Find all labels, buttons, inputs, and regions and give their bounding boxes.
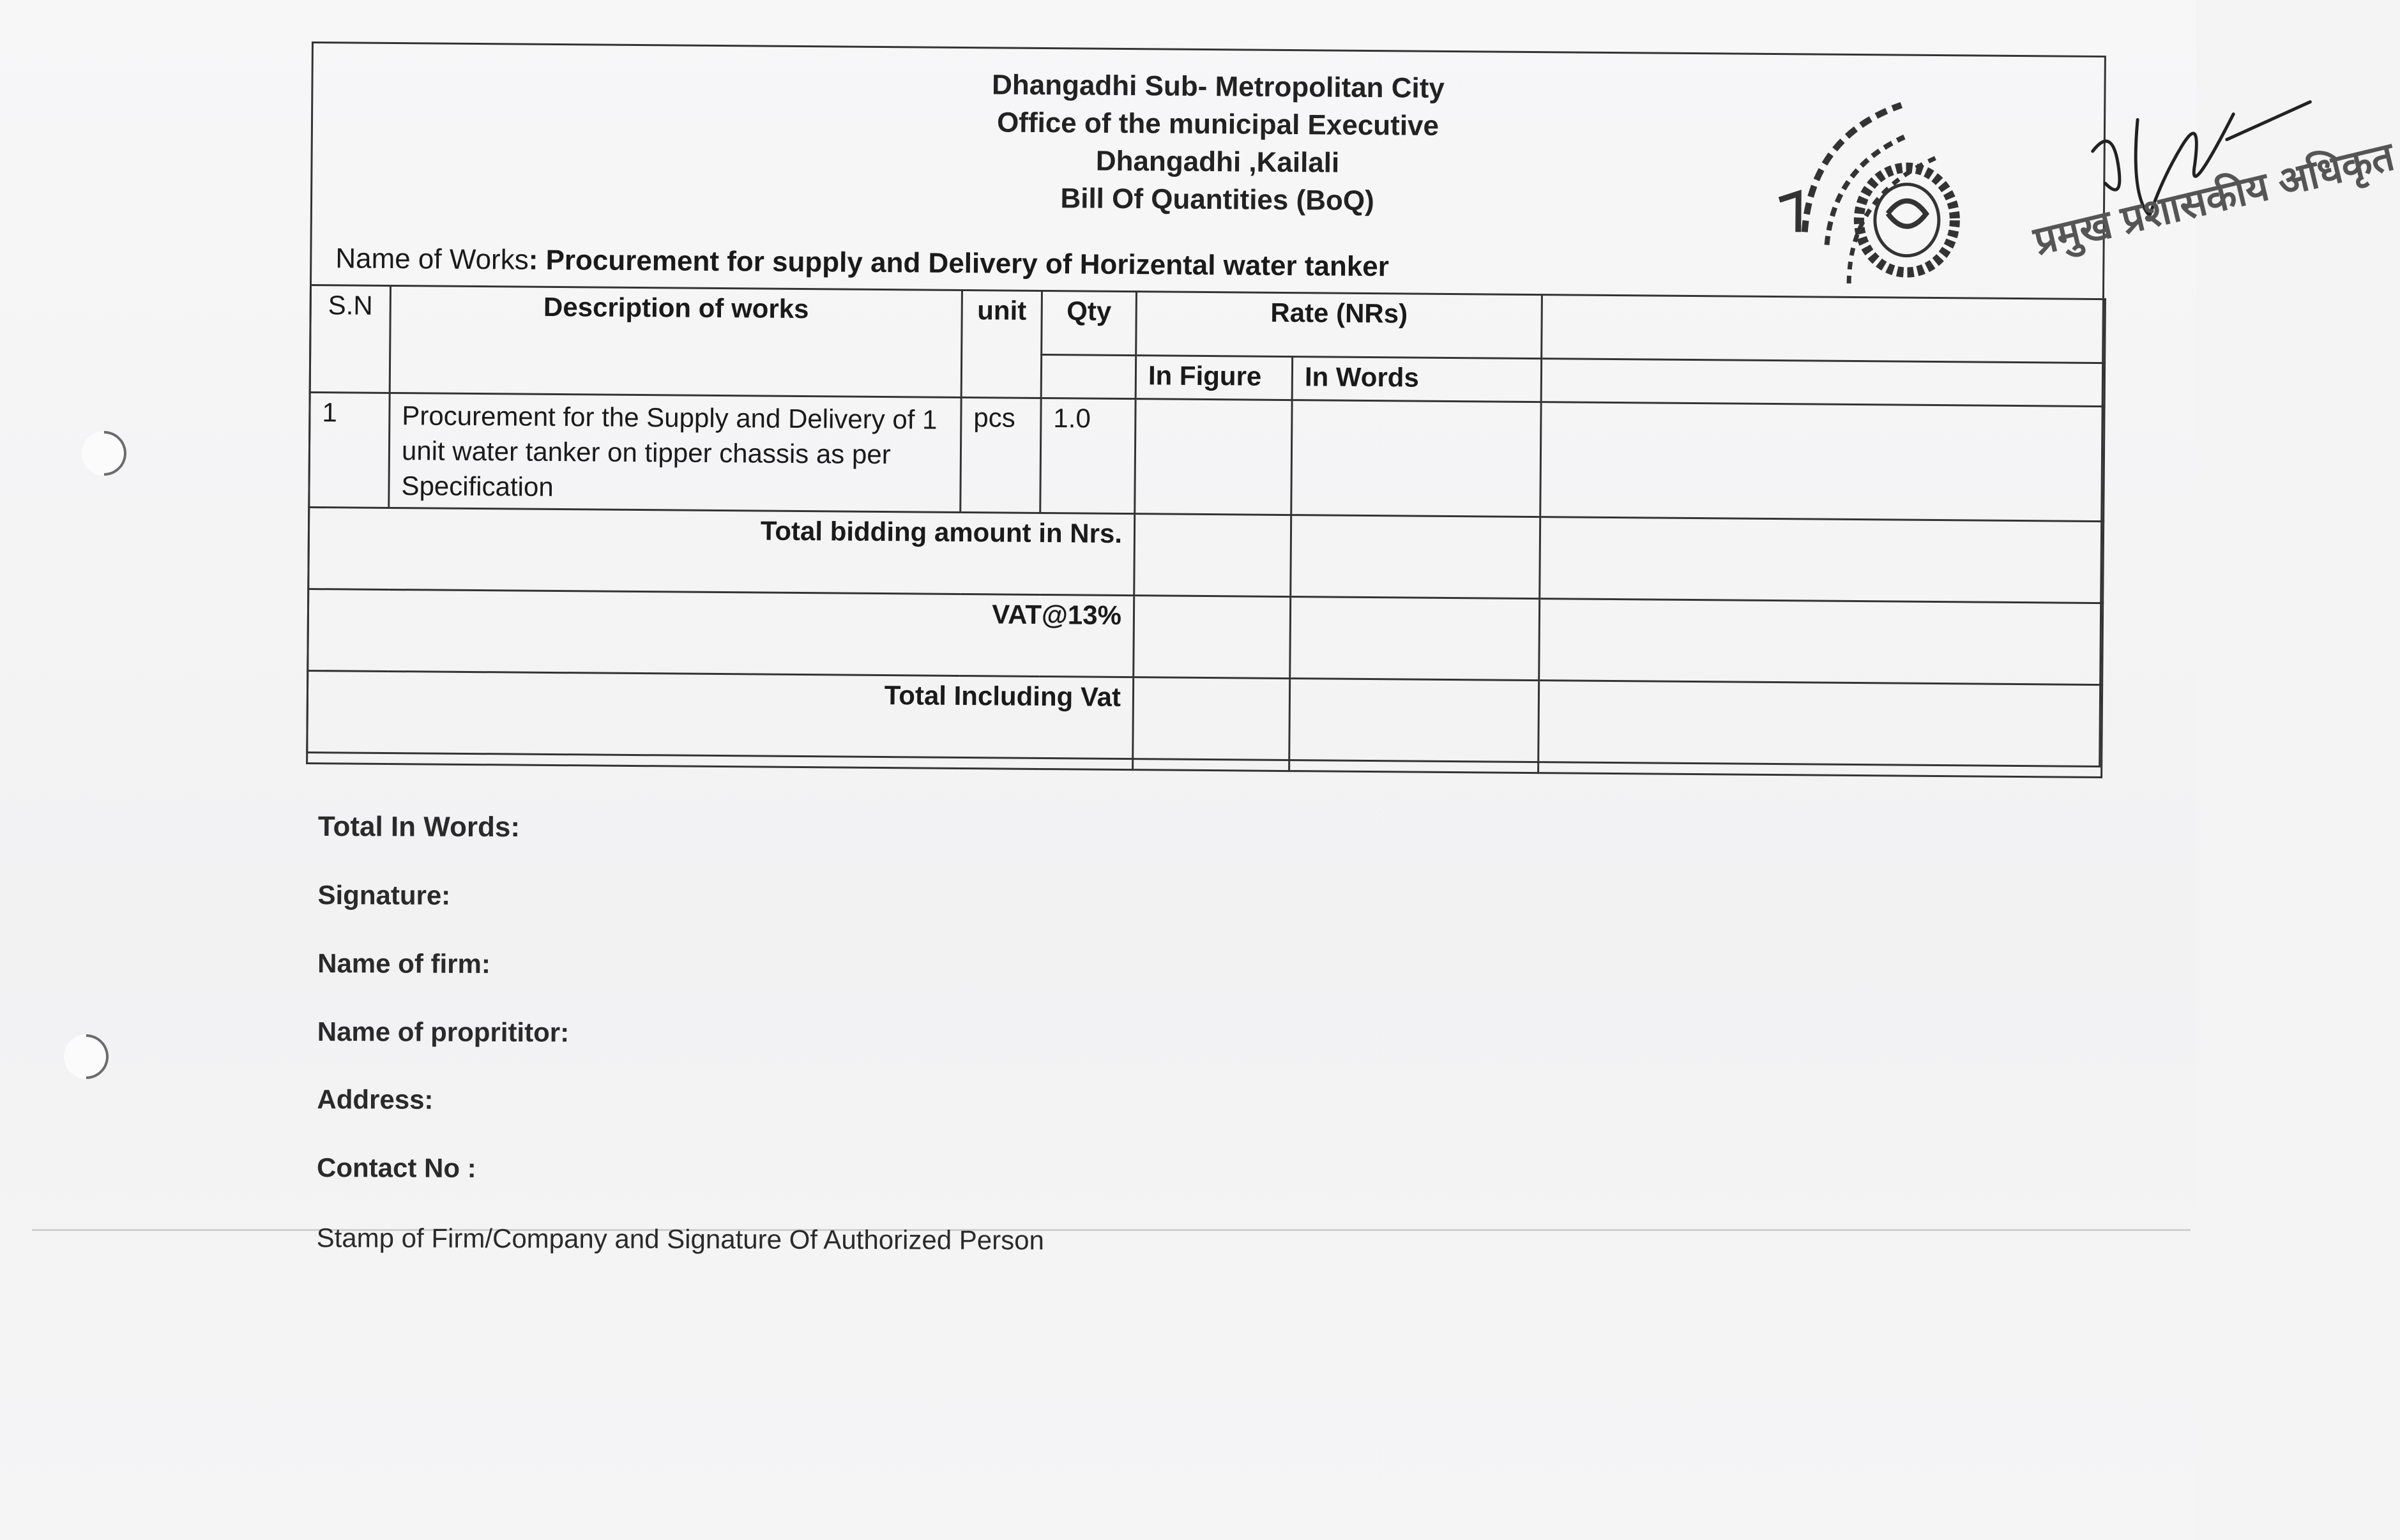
row1-unit: pcs <box>961 398 1041 513</box>
signature-label: Signature: <box>317 879 451 910</box>
work-name-title: : Procurement for supply and Delivery of Horizental water tanker <box>528 244 1390 283</box>
punch-hole-top <box>73 422 136 485</box>
document-header <box>981 66 1455 220</box>
total-incl-vat-words <box>1289 679 1539 773</box>
municipal-seal-stamp <box>1766 72 2036 329</box>
col-desc-header: Description of works <box>390 285 962 397</box>
total-incl-vat-row <box>307 670 2102 777</box>
col-unit-header: unit <box>961 291 1042 398</box>
proprietor-label: Name of proprititor: <box>317 1016 570 1048</box>
header-office: Office of the municipal Executive <box>996 107 1439 142</box>
col-blank-sub <box>1541 359 2105 407</box>
col-qty-sub <box>1041 354 1136 398</box>
total-incl-vat-figure <box>1133 677 1290 771</box>
header-location: Dhangadhi ,Kailali <box>1095 145 1340 179</box>
row1-desc: Procurement for the Supply and Delivery of 1 unit water tanker on tipper chassis as per Specification <box>389 393 961 512</box>
stamp-signature-label: Stamp of Firm/Company and Signature Of Authorized Person <box>316 1222 1044 1255</box>
boq-document <box>306 42 2399 790</box>
vat-blank <box>1539 599 2103 685</box>
total-bidding-row <box>308 507 2104 603</box>
authorized-officer-stamp-text: प्रमुख प्रशासकीय अधिकृत <box>2030 134 2399 264</box>
col-figure-header: In Figure <box>1135 356 1293 400</box>
vat-words <box>1290 597 1540 681</box>
row1-qty: 1.0 <box>1040 398 1135 513</box>
vat-figure <box>1134 596 1291 679</box>
total-incl-vat-blank <box>1538 681 2102 778</box>
row1-words <box>1291 400 1541 517</box>
col-qty-header: Qty <box>1042 291 1137 355</box>
firm-name-label: Name of firm: <box>317 947 490 979</box>
col-words-header: In Words <box>1292 357 1542 402</box>
total-bidding-blank <box>1540 517 2104 603</box>
total-in-words-label: Total In Words: <box>317 811 520 843</box>
table-row <box>309 392 2104 521</box>
row1-sn: 1 <box>309 392 390 508</box>
row1-blank <box>1540 402 2104 522</box>
contact-label: Contact No : <box>316 1152 476 1183</box>
header-boq-title: Bill Of Quantities (BoQ) <box>1060 183 1374 217</box>
vat-row <box>308 589 2103 684</box>
total-bidding-label: Total bidding amount in Nrs. <box>308 507 1135 595</box>
total-bidding-figure <box>1134 514 1291 597</box>
punch-hole-bottom <box>55 1025 118 1089</box>
work-name-label: Name of Works <box>335 243 529 276</box>
total-bidding-words <box>1291 515 1540 599</box>
vat-label: VAT@13% <box>308 589 1134 677</box>
col-rate-header: Rate (NRs) <box>1136 292 1542 359</box>
col-sn-header: S.N <box>310 285 390 393</box>
header-city: Dhangadhi Sub- Metropolitan City <box>991 69 1445 104</box>
boq-table <box>306 284 2106 778</box>
address-label: Address: <box>317 1083 434 1115</box>
row1-figure <box>1135 399 1292 515</box>
total-incl-vat-label: Total Including Vat <box>307 670 1134 769</box>
